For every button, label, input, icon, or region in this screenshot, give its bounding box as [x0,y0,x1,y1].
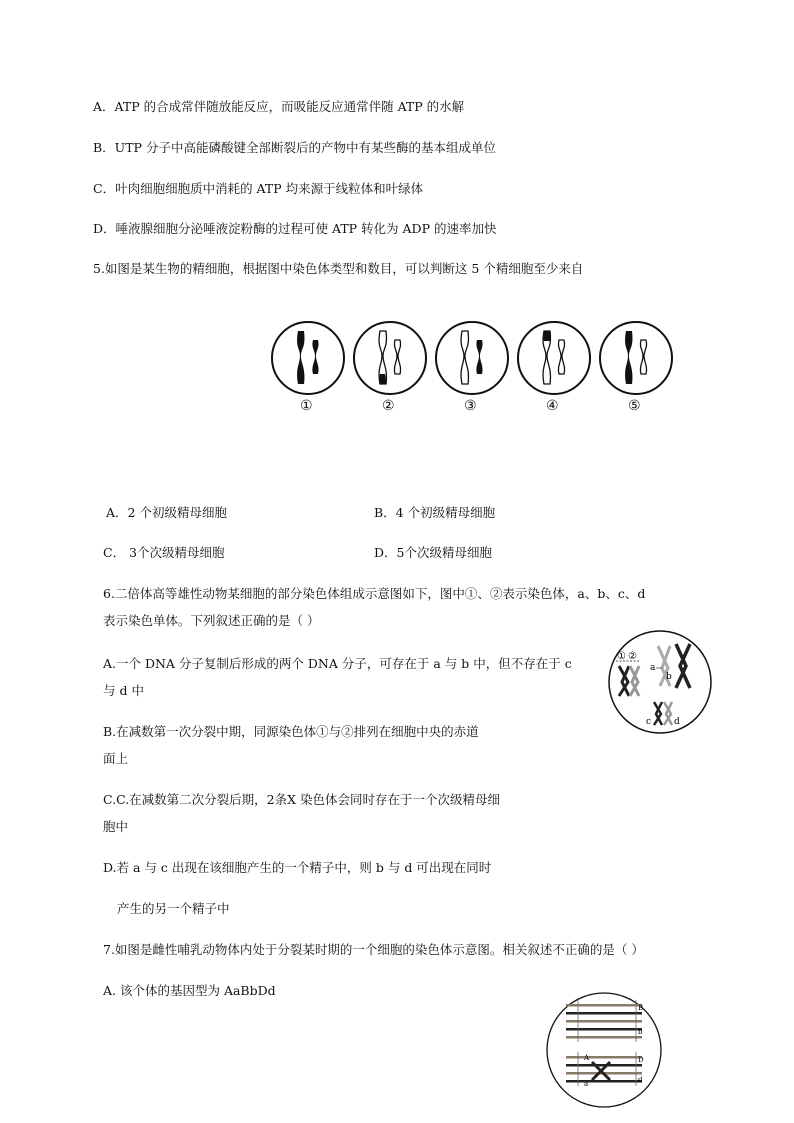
q5-option-b: B．4 个初级精母细胞 [374,505,496,520]
sperm-cell-1 [272,322,344,394]
q6-fig-label-c: c [646,717,652,727]
q7-stem: 7.如图是雌性哺乳动物体内处于分裂某时期的一个细胞的染色体示意图。相关叙述不正确的是（ ） [103,942,644,957]
q5-stem: 5.如图是某生物的精细胞，根据图中染色体类型和数目，可以判断这 5 个精细胞至少来自 [93,261,584,276]
q6-fig-label-b: b [666,672,672,682]
sperm-cell-4 [518,322,590,394]
q6-chromosome-figure [606,628,714,736]
q5-option-c: C． 3个次级精母细胞 [103,545,225,560]
q7-chromosome-figure [538,990,670,1112]
q6-option-a-line1: A.一个 DNA 分子复制后形成的两个 DNA 分子，可存在于 a 与 b 中，但不存在于 c [103,656,572,671]
q6-fig-label-1: ① [617,651,626,662]
q7-option-a: A. 该个体的基因型为 AaBbDd [103,983,276,998]
q6-fig-label-d: d [674,717,680,727]
q4-option-a: A．ATP 的合成常伴随放能反应，而吸能反应通常伴随 ATP 的水解 [93,99,465,114]
q5-option-a: A．2 个初级精母细胞 [106,505,227,520]
q6-option-b-line1: B.在减数第一次分裂中期，同源染色体①与②排列在细胞中央的赤道 [103,724,479,739]
cell-label-3: ③ [464,398,477,414]
q6-fig-label-a: a [650,663,656,673]
q6-option-c-line2: 胞中 [103,819,129,834]
sperm-cell-5 [600,322,672,394]
q6-stem-line2: 表示染色单体。下列叙述正确的是（ ） [103,613,320,628]
q6-option-b-line2: 面上 [103,751,129,766]
q4-option-d: D．唾液腺细胞分泌唾液淀粉酶的过程可使 ATP 转化为 ADP 的速率加快 [93,221,497,236]
q7-fig-label-d: d [638,1076,643,1084]
q6-option-d-line2: 产生的另一个精子中 [117,901,230,916]
sperm-cell-3 [436,322,508,394]
q7-fig-label-B: B [638,1004,644,1012]
cell-label-5: ⑤ [628,398,641,414]
cell-label-4: ④ [546,398,559,414]
q7-fig-label-A: A [584,1054,590,1062]
q6-stem-line1: 6.二倍体高等雄性动物某细胞的部分染色体组成示意图如下，图中①、②表示染色体，a、b、c、d [103,586,646,601]
q6-option-d-line1: D.若 a 与 c 出现在该细胞产生的一个精子中，则 b 与 d 可出现在同时 [103,860,492,875]
cell-label-2: ② [382,398,395,414]
q4-option-c: C．叶肉细胞细胞质中消耗的 ATP 均来源于线粒体和叶绿体 [93,181,424,196]
q6-option-c-line1: C.C.在减数第二次分裂后期，2条X 染色体会同时存在于一个次级精母细 [103,792,501,807]
sperm-cell-2 [354,322,426,394]
q7-fig-label-D: D [638,1056,644,1064]
q5-sperm-cells-figure [268,318,688,428]
q7-fig-label-a: a [584,1080,589,1088]
q6-fig-label-2: ② [628,651,637,662]
cell-label-1: ① [300,398,313,414]
q4-option-b: B．UTP 分子中高能磷酸键全部断裂后的产物中有某些酶的基本组成单位 [93,140,496,155]
q7-fig-label-b: b [638,1028,643,1036]
q6-option-a-line2: 与 d 中 [103,683,144,698]
q5-option-d: D．5个次级精母细胞 [374,545,492,560]
